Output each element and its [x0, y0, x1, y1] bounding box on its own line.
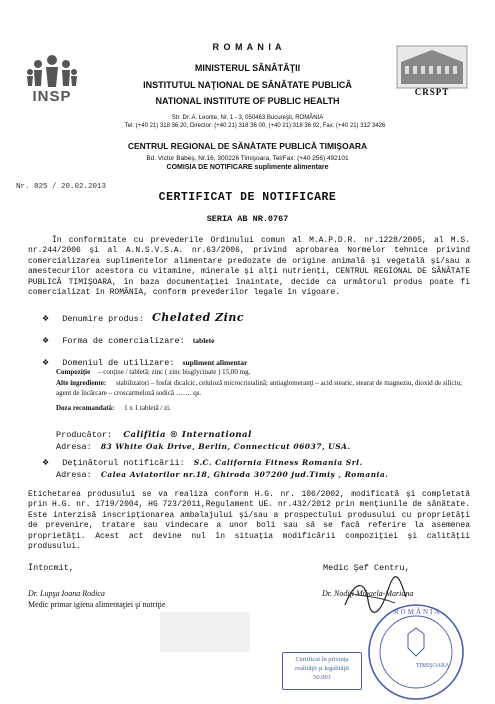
dose-row — [56, 404, 476, 412]
legalization-stamp-line-2: realităţii şi legalităţii — [295, 665, 349, 672]
product-name-row — [42, 306, 482, 325]
product-domain-row — [42, 350, 482, 369]
right-signature-name: Dr. Nodiţi Mihaela-Mariana — [322, 589, 414, 598]
official-round-stamp — [348, 590, 478, 700]
producer-label: Producător: — [56, 430, 113, 440]
labeling-paragraph: Etichetarea produsului se va realiza conform H.G. nr. 106/2002, modificată şi completată prin H.G. nr. 1719/2004, HG 723/2011,Regulament UE. nr.432/2012 prin menţiunile de sănătate. Este interzisă inscripţionarea ambalajului şi/sau a prospectului produsului cu proprietăţi de prevenire, tratare sau vindecare a unor boli sau să se facă referire la asemenea proprietăţi. Acest act devine nul în situaţia modificării compoziţiei şi calităţii produsului. — [28, 490, 470, 552]
left-signature-role: Medic primar igiena alimentaţiei şi nutriţie — [28, 600, 166, 609]
other-ingredients-value: stabilizatori – fosfat dicalcic, celuloză microcristalină; antiaglomeranţi – acid stearic, stearat de magneziu, dioxid de siliciu; agent de încărcare – croscarmeloză sodică ……. qs. — [56, 379, 462, 397]
certificate-title: CERTIFICAT DE NOTIFICARE — [158, 191, 337, 204]
institute-name-ro: INSTITUTUL NAŢIONAL DE SĂNĂTATE PUBLICĂ — [143, 80, 352, 90]
regional-center-heading: CENTRUL REGIONAL DE SĂNĂTATE PUBLICĂ TIMIŞOARA — [127, 141, 368, 151]
ministry-heading: MINISTERUL SĂNĂTĂŢII — [194, 63, 301, 73]
left-signature-title: Întocmit, — [28, 563, 74, 573]
composition-value: – conţine / tabletă: zinc ( zinc bisglycinate ) 15,00 mg. — [97, 368, 251, 376]
diamond-bullet-icon: ❖ — [42, 358, 50, 367]
dose-value: 1 x 1 tabletă / zi. — [124, 404, 171, 412]
diamond-bullet-icon: ❖ — [42, 336, 50, 345]
stamp-city-text: TIMIŞOARA — [416, 663, 450, 669]
product-form-value: tablete — [192, 336, 215, 345]
diamond-bullet-icon: ❖ — [42, 314, 50, 323]
regional-center-address: Bd. Victor Babeş, Nr.16, 300226 Timişoara, Tel/Fax: (+40 256) 492101 — [146, 155, 349, 162]
certificate-series: SERIA AB NR.0767 — [206, 214, 289, 224]
legalization-stamp-line-3: 50.001 — [313, 674, 331, 681]
producer-value: Califitia ® International — [123, 430, 252, 440]
product-name-value: Chelated Zinc — [151, 311, 245, 324]
holder-address-value: Calea Aviatorilor nr.18, Ghiroda 307200 jud.Timiş , Romania. — [100, 470, 389, 479]
holder-address-row — [56, 462, 476, 481]
producer-address-value: 83 White Oak Drive, Berlin, Connecticut 06037, USA. — [100, 442, 351, 451]
insp-logo-text: INSP — [32, 88, 72, 105]
holder-label: Deţinătorul notificării: — [62, 458, 185, 468]
document-number: Nr. 825 / 20.02.2013 — [16, 183, 107, 191]
producer-address-label: Adresa: — [56, 442, 92, 452]
round-stamp-graphic — [348, 590, 478, 700]
intro-paragraph: În conformitate cu prevederile Ordinului comun al M.A.P.D.R. nr.1228/2005, al M.S. nr.244/2006 şi al A.N.S.V.S.A. nr.63/2006, privind aprobarea Normelor tehnice privind comercializarea suplimentelor alimentare predozate de origine animală şi vegetală şi/sau a amestecurilor acestora cu vitamine, minerale şi alţi nutrienţi, CENTRUL REGIONAL DE SĂNĂTATE PUBLICĂ TIMIŞOARA, în baza documentaţiei înaintate, decide ca următorul produs poate fi comercializat în ROMÂNIA, conform prevederilor legale în vigoare. — [28, 236, 470, 298]
institute-address: Str. Dr. A. Leonte, Nr. 1 - 3, 050463 Bucureşti, ROMÂNIA — [171, 115, 324, 121]
right-signature-title: Medic Şef Centru, — [323, 563, 410, 573]
country-heading: R O M A N I A — [212, 42, 283, 52]
product-domain-value: supliment alimentar — [182, 358, 248, 367]
faint-stamp-mark — [160, 612, 250, 652]
holder-value: S.C. California Fitness Romania Srl. — [193, 458, 363, 467]
other-ingredients-row — [56, 378, 476, 398]
diamond-bullet-icon: ❖ — [42, 458, 50, 467]
institute-name-en: NATIONAL INSTITUTE OF PUBLIC HEALTH — [155, 96, 340, 106]
left-signature-name: Dr. Lupşa Ioana Rodica — [28, 589, 105, 598]
commission-name: COMISIA DE NOTIFICARE suplimente alimentare — [166, 164, 329, 171]
dose-label: Doza recomandată: — [56, 404, 115, 412]
legalization-stamp-line-1: Certificat în privinţa — [295, 656, 349, 663]
holder-address-label: Adresa: — [56, 470, 92, 480]
product-domain-label: Domeniul de utilizare: — [62, 358, 175, 368]
product-form-label: Forma de comercializare: — [62, 336, 185, 346]
composition-label: Compoziţie — [56, 368, 91, 376]
product-name-label: Denumire produs: — [62, 314, 144, 324]
crspt-text: CRSPT — [414, 87, 450, 97]
product-form-row — [42, 328, 482, 347]
institute-contacts: Tel: (+40 21) 318 36 20, Director: (+40 21) 318 36 00, (+40 21) 318 36 02, Fax: (+40 21) 312 3426 — [124, 123, 386, 129]
composition-row — [56, 368, 476, 376]
other-ingredients-label: Alte ingrediente: — [56, 379, 107, 387]
stamp-country-text: ROMÂNIA — [394, 608, 442, 616]
legalization-stamp — [282, 652, 362, 690]
